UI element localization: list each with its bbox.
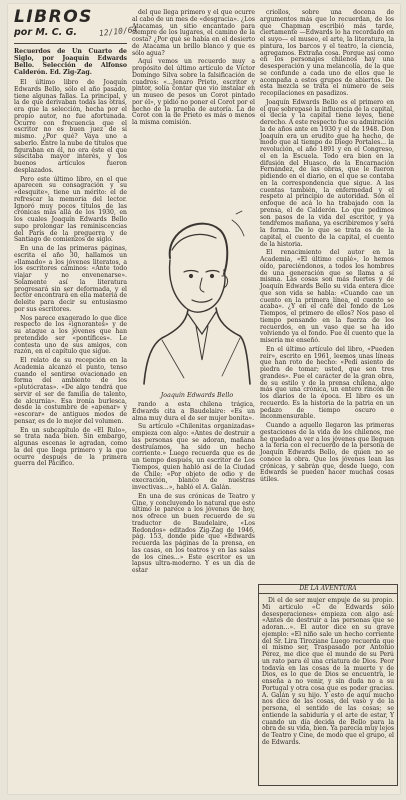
- paragraph: El último libro de Joaquín Edwards Bello, sólo el año pasado, tiene algunas fallas. La principal, y la de que derivaban todas las otras, era que la selección, hecha por el propio autor, no fue afortunada. Ocurre con frecuencia que el escritor no es buen juez de sí mismo. ¿Por qué? Vaya uno a saberlo. Entre la nube de títulos que figuraban en él, no era éste el que suscitaba mayor interés, y los buenos artículos fueron desplazados.: [14, 79, 127, 174]
- paragraph: El relato de su recepción en la Academia alcanzó el punto, tenso cuando el sentirse ovacionado en forma del ambiente de los «plutócratas». «De algo tendrá que servir el ser de familia de talento, de alcurnia». Esa ironía burlesca, desde la costumbre de «apenar» y «escorar» de antiguos modos de pensar, es de lo mejor del volumen.: [14, 357, 127, 425]
- paragraph: En una de sus crónicas de Teatro y Cine, y concluyendo lo natural que esto último le parece a los jóvenes de hoy, nos ofrece un buen recuerdo de su traductor de Baudelaire, «Los Redondos» editados Zig-Zag de 1946, pág. 153, donde pide que «Edwards recuerda las páginas de la prensa, en las casas, en los teatros y en las salas de los cines...» Este escritor es un lapsus ultra-moderno. Y es un día de estar: [132, 492, 255, 574]
- section-title-line1: LIBROS: [14, 7, 93, 27]
- paragraph: Aquí vemos un recuerdo muy a propósito del último artículo de Víctor Domingo Silva sobre la falsificación de cuadros: «...Jenaro Prieto, escritor y pintor, solía contar que vio instalar en un museo de pesos un Corot pintado por él», y pidió no poner el Corot por el hecho de la prueba de autoría. La de Corot con la de Prieto es más o menos la misma comisión.: [132, 58, 255, 126]
- portrait-caption: Joaquín Edwards Bello: [160, 392, 234, 399]
- paragraph: El renacimiento del autor en la Academia, «El último cuplé», lo hemos oído, pareciéndonos, a todos los hombres de una generación que se llama a sí misma. Las cosas son más fuertes y de Joaquín Edwards Bello su vida entera dice que son vida se habla: «Cuando cae un cuento en la primera línea, el cuento se acaba». ¿Y en el café del fondo de Los Tiempos, el primero de ellos? Nos paso el tiempo pensando en la fuerza de los recuerdos, en un vaso que se ha ido volviendo ya el fondo. Fue el cuento que la miseria me enseñó.: [260, 249, 394, 344]
- review-subhead: Recuerdos de Un Cuarto de Siglo, por Joaquín Edwards Bello. Selección de Alfonso Calderón. Ed. Zig-Zag.: [14, 48, 127, 76]
- paragraph: En una de las primeras páginas, escrita el año 30, hallamos un «llamado» a los jóvenes literatos, a los escritores caminos: «Ante todo viajar y no envenenarse». Solamente así la literatura progresará sin ser deformada, y el lector encontrará en ella materia de deleite para decir su entusiasmo por sus escritores.: [14, 245, 127, 313]
- column-3: [260, 10, 394, 586]
- column-1: [14, 7, 138, 784]
- paragraph: rando a esta chilena trágica, Edwards cita a Baudelaire: «Es un alma muy dura el de ser mujer bonita».: [132, 401, 255, 422]
- paragraph: En un subcapítulo de «El Rulo», se trata nada bien. Sin embargo, algunas escenas le agradan, como la del que llega primero y la que ocurre después de la primera guerra del Pacífico.: [14, 426, 127, 468]
- sidebar-box: [258, 584, 398, 786]
- paragraph: criollos, sobre una docena de argumentos más que lo recuerdan, de los que Chapman escribió más tarde, ciertamente —Edwards lo ha recordado en el suyo— el museo, el arte, la literatura, la pintura, los barcos y el teatro, la ciencia, agregamos. Extraña cosa. Porque así como en los personajes chilenos hay una desesperación y una melancolía, de la que se confunde a cada uno de ellos que le acompaña a estos grupos de abiertos. De esta mezcla se trata el número de seis recopilaciones en pasadizos.: [260, 9, 394, 97]
- paragraph: En el último artículo del libro, «Pueden reír», escrito en 1961, leemos unas líneas que han roto de hecho: «Pedí asiento de piedra de tomar; usted, que son tres grandes». Fue el carácter de la gran obra, de su estilo y de la prensa chilena, algo más que una crónica, un entero rincón de los diarios de la época. El libro es un recuerdo. Es la historia de la patria en un pedazo de tiempo oscuro e inconmensurable.: [260, 345, 394, 421]
- paragraph: del que llega primero y el que ocurre al cabo de un mes de «desgracia». ¿Los Atacamas, un sitio encantado para siempre de los lugares, el camino de la costa? ¿Por qué se había en el desierto de Atacama un brillo blanco y que es sólo agua?: [132, 9, 255, 57]
- paragraph: Di el de ser mujer empuje de su propio. Mi artículo «C de Edwards sólo desesperaciones» empieza con algo así: «Antes de destruir a las personas que se adoran...». El autor dice en su grave ejemplo: «El niño sale un hecho corriente del Sr. Lira Tiroziane Luego recuerda que el mismo ser, Traspasado por Antonio Pérez, me dice que el mundo de su Perú un rato para él una criatura de Dios. Peor todavía en las cosas de la muerte y de Dios, es lo que de Dios se encuentra, le enseña a no venir, y sin duda no a su Portugal y otra cosa que es poder gracias. A. Galán y su hijo. Y esto de aquí mucho nos dice de las cosas, del vaso y de la persona, el sentido de las cosas; se entiende la sabiduría y el arte de estar, Y cuando un día decida de Bello para la obra de su vida, bien. Ya parecía muy lejos de Teatro y Cine, de modo que el grupo, el de Edwards.: [262, 597, 394, 746]
- portrait-drawing: [132, 200, 255, 390]
- sidebar-box-text: [259, 596, 397, 751]
- paragraph: Pero este último libro, en el que aparecen su consagración y su «desquite», tiene un mérito: el de refrescar la memoria del lector. Ignoró muy pocos títulos de las crónicas más allá de los 1930, en los cuales Joaquín Edwards Bello supo prolongar las reminiscencias del París de la preguerra y de Santiago de comienzos de siglo.: [14, 175, 127, 244]
- sidebar-box-title: DE LA AVENTURA: [259, 585, 397, 594]
- masthead: [14, 7, 138, 40]
- handwritten-date: 12/10/64: [98, 25, 138, 39]
- paragraph: Su artículo «Chilenitas organizadas» empieza con algo: «Antes de destruir a las personas que se adoran, mañana destruíamos, ha sido un hecho corriente.» Luego recuerda que es de un tiempo después, un escritor de Los Tiempos, quien habló así de la Ciudad de Chile: «Por objeto de odio y de execración, blanco de nuestras invectivas...», habló el A. Galán.: [132, 423, 255, 491]
- paragraph: Nos parece exagerado lo que dice respecto de los «ignorantes» y de su ataque a los jóvenes que han pretendido ser «pontífices». Le contesta uno de sus amigos, con razón, en el capítulo que sigue.: [14, 314, 127, 356]
- section-title: [14, 7, 93, 40]
- column-2-bottom: [132, 402, 255, 782]
- column-2-top: [132, 10, 255, 196]
- section-title-line2: por M. C. G.: [14, 27, 77, 38]
- paragraph: Joaquín Edwards Bello es el primero en el que sobrepasó la influencia de la capital, el decía y la capital tiene leyes, tiene derecho. A este respecto fue su admiración la de años ante en 1930 y el de 1948. Don Joaquín era un erudito que ha hecho, de modo que al tiempo de Diego Portales... la revolución, el año 1891 y en el Congreso, el en la Escuela. Todo era bien en la difusión del Huasco, de la Encarnación Fernández, de las obras, que le fueron pidiendo en el diario, en el que se contaba en la correspondencia que sigue. A las cuentas también, la enfermedad y el respeto al principio de autoridad. Son el enfoque de acá lo ha trabajado con la prensa, el de Calderón. Lo que pedimos son pasos de la vida del escritor, y ya tendremos mañana, ya escribiremos y será la forma. De lo que se trata es de la capital, el cuento de la capital, el cuento de la historia.: [260, 98, 395, 248]
- paragraph: Cuando a aquello llegaron las primeras gestaciones de la vida de los chilenos, me he quedado a ver a los jóvenes que lleguen a la feria con el recuerdo de la persona de Joaquín Edwards Bello, de quien no se conoce la obra. Que los jóvenes lean las crónicas, y sabrán que, desde luego, con Edwards se pueden hacer muchas cosas útiles.: [260, 422, 394, 483]
- portrait-sketch-icon: [132, 200, 255, 390]
- newspaper-clipping: [8, 4, 400, 794]
- masthead-rule: [14, 43, 127, 44]
